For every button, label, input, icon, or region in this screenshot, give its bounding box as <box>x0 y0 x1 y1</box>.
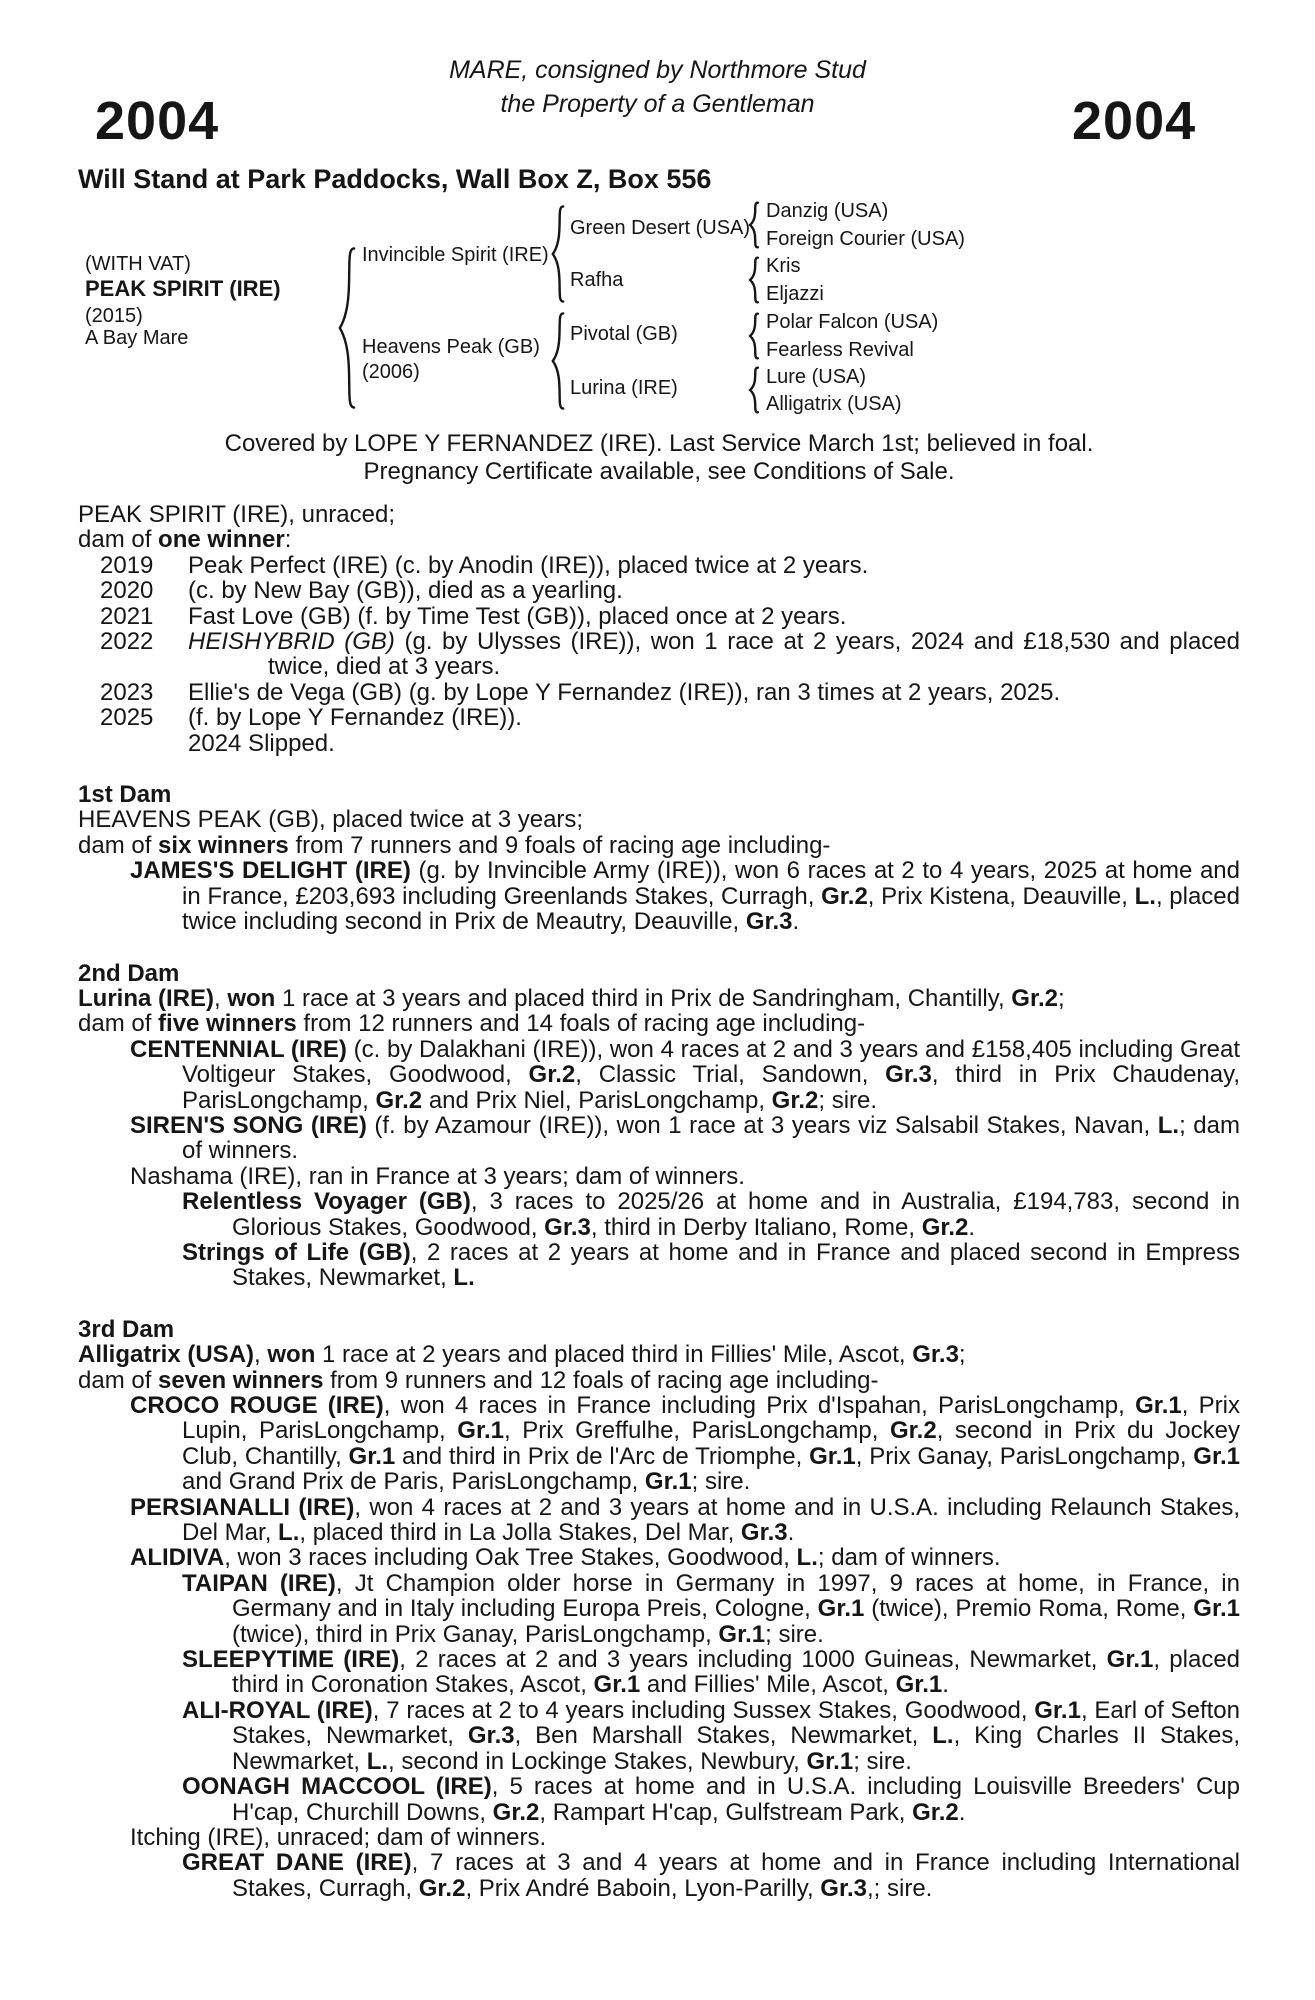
text-segment: , 3 races to 2025/26 at home and in Australia, £194,783, second in Glorious Stakes, Goodwood, <box>232 1188 1241 1241</box>
produce-record-note <box>78 731 1240 756</box>
text-segment: , 7 races at 3 and 4 years at home and in France including International Stakes, Curragh, <box>232 1849 1240 1902</box>
text-segment: Gr.2 <box>921 1213 969 1241</box>
text-segment: Lurina (IRE) <box>78 984 214 1012</box>
text-segment: five winners <box>158 1010 297 1038</box>
text-segment: Gr.1 <box>718 1620 766 1648</box>
text-segment: six winners <box>158 831 289 859</box>
text-segment: Gr.1 <box>895 1671 943 1699</box>
text-segment: L. <box>453 1264 475 1292</box>
text-segment: (f. by Azamour (IRE)), won 1 race at 3 years viz Salsabil Stakes, Navan, <box>366 1111 1158 1139</box>
dam-section <box>78 782 1240 934</box>
text-segment: and Grand Prix de Paris, ParisLongchamp, <box>182 1468 645 1496</box>
text-segment: Gr.3 <box>740 1519 788 1547</box>
text-segment: and third in Prix de l'Arc de Triomphe, <box>395 1442 810 1470</box>
text-segment: ; sire. <box>691 1468 751 1496</box>
dam-name: Heavens Peak (GB) <box>362 336 540 358</box>
pedigree-brace-sire <box>550 205 566 303</box>
dam-section-heading: 2nd Dam <box>78 959 180 987</box>
great-grandparent-name: Fearless Revival <box>766 339 914 361</box>
text-segment: , 5 races at home and in U.S.A. including Louisville Breeders' Cup H'cap, Churchill Downs, <box>232 1773 1240 1826</box>
family-horse-entry <box>78 858 1240 934</box>
text-segment: , <box>254 1341 268 1369</box>
text-segment: HEISHYBRID (GB) <box>188 628 395 656</box>
dam-section <box>78 1317 1240 1901</box>
lot-number-left: 2004 <box>95 91 220 151</box>
family-horse-subentry <box>78 1850 1240 1901</box>
text-segment: Gr.1 <box>1034 1696 1081 1724</box>
vat-note: (WITH VAT) <box>85 253 191 275</box>
great-grandparent-name: Alligatrix (USA) <box>766 393 902 415</box>
text-segment: ALI-ROYAL (IRE) <box>182 1696 373 1724</box>
text-segment: JAMES'S DELIGHT (IRE) <box>130 857 411 885</box>
produce-record-row <box>78 604 1240 629</box>
family-horse-entry <box>78 1825 1240 1850</box>
text-segment: , Prix André Baboin, Lyon-Parilly, <box>465 1874 821 1902</box>
text-segment: L. <box>1157 1111 1180 1139</box>
text-segment: CROCO ROUGE (IRE) <box>130 1392 384 1419</box>
text-segment: L. <box>366 1747 389 1775</box>
produce-record-row <box>78 705 1240 730</box>
subject-foaling-year: (2015) <box>85 305 143 327</box>
text-segment: Gr.3 <box>820 1874 867 1902</box>
catalog-paragraph <box>78 833 1240 858</box>
dam-foaling-year: (2006) <box>362 361 420 383</box>
text-segment: PERSIANALLI (IRE) <box>130 1493 355 1521</box>
text-segment: won <box>227 984 276 1012</box>
subject-description: A Bay Mare <box>85 327 189 349</box>
text-segment: and Prix Niel, ParisLongchamp, <box>422 1086 772 1114</box>
text-segment: Gr.1 <box>457 1417 504 1445</box>
text-segment: Gr.3 <box>885 1061 932 1089</box>
text-segment: , second in Lockinge Stakes, Newbury, <box>388 1747 807 1775</box>
text-segment: Gr.2 <box>821 882 868 910</box>
text-segment: , 7 races at 2 to 4 years including Sussex Stakes, Goodwood, <box>372 1696 1035 1724</box>
text-segment: , placed twice including second in Prix de Meautry, Deauville, <box>182 882 1241 936</box>
consignor-line: MARE, consigned by Northmore Stud <box>449 56 866 84</box>
text-segment: Nashama (IRE), ran in France at 3 years; dam of winners. <box>130 1162 745 1190</box>
foal-year: 2022 <box>100 628 154 656</box>
text-segment: Gr.2 <box>418 1874 466 1902</box>
text-segment: ALIDIVA <box>130 1544 225 1572</box>
text-segment: 2024 Slipped. <box>188 729 335 757</box>
text-segment: dam of <box>78 526 159 554</box>
text-segment: . <box>968 1213 976 1241</box>
text-segment: ; dam of winners. <box>817 1544 1001 1572</box>
text-segment: : <box>284 526 292 554</box>
catalog-paragraph <box>78 1368 1240 1393</box>
text-segment: dam of <box>78 831 159 859</box>
great-grandparent-name: Kris <box>766 255 801 277</box>
text-segment: won <box>267 1341 316 1369</box>
dam-section <box>78 961 1240 1291</box>
text-segment: Itching (IRE), unraced; dam of winners. <box>130 1823 547 1851</box>
foal-year: 2025 <box>100 704 154 732</box>
covering-details <box>78 430 1240 485</box>
pedigree-brace-gp2 <box>748 257 760 303</box>
family-horse-subentry <box>78 1240 1240 1291</box>
text-segment: SLEEPYTIME (IRE) <box>182 1646 400 1674</box>
covered-line: Covered by LOPE Y FERNANDEZ (IRE). Last Service March 1st; believed in foal. <box>224 430 1094 457</box>
text-segment: Gr.1 <box>806 1747 854 1775</box>
subject-horse-name: PEAK SPIRIT (IRE) <box>85 276 281 301</box>
text-segment: OONAGH MACCOOL (IRE) <box>182 1773 492 1801</box>
produce-record-row <box>78 680 1240 705</box>
text-segment: (g. by Invincible Army (IRE)), won 6 races at 2 to 4 years, 2025 at home and in France, £203,693 including Greenlands Stakes, Curragh, <box>182 857 1240 910</box>
text-segment: GREAT DANE (IRE) <box>182 1849 412 1877</box>
text-segment: ; <box>1058 984 1065 1012</box>
text-segment: 1 race at 3 years and placed third in Prix de Sandringham, Chantilly, <box>275 984 1012 1012</box>
produce-record-row <box>78 553 1240 578</box>
text-segment: Gr.3 <box>912 1341 959 1369</box>
text-segment: , King Charles II Stakes, Newmarket, <box>232 1722 1241 1775</box>
text-segment: . <box>942 1671 949 1699</box>
stand-location-line: Will Stand at Park Paddocks, Wall Box Z, Box 556 <box>78 164 712 194</box>
text-segment: (twice), third in Prix Ganay, ParisLongchamp, <box>232 1620 719 1648</box>
text-segment: , third in Prix Chaudenay, ParisLongchamp, <box>182 1061 1241 1114</box>
text-segment: , placed third in Coronation Stakes, Ascot, <box>232 1646 1241 1699</box>
text-segment: , Prix Greffulhe, ParisLongchamp, <box>504 1417 890 1445</box>
text-segment: Gr.3 <box>544 1213 591 1241</box>
text-segment: L. <box>1134 882 1156 910</box>
family-horse-subentry <box>78 1774 1240 1825</box>
text-segment: (c. by New Bay (GB)), died as a yearling. <box>188 577 623 605</box>
text-segment: , won 3 races including Oak Tree Stakes, Goodwood, <box>224 1544 797 1572</box>
granddam-name: Rafha <box>570 269 624 291</box>
text-segment: , Ben Marshall Stakes, Newmarket, <box>514 1722 933 1750</box>
text-segment: Gr.2 <box>912 1798 959 1826</box>
text-segment: , Prix Ganay, ParisLongchamp, <box>855 1442 1194 1470</box>
text-segment: Gr.1 <box>644 1468 692 1496</box>
text-segment: (twice), Premio Roma, Rome, <box>864 1595 1194 1623</box>
dam-section-heading: 1st Dam <box>78 781 172 809</box>
text-segment: Gr.1 <box>593 1671 641 1699</box>
catalog-sections <box>78 502 1240 1901</box>
text-segment: L. <box>278 1519 300 1547</box>
text-segment: from 7 runners and 9 foals of racing age including- <box>288 831 831 859</box>
grandsire-name: Pivotal (GB) <box>570 323 678 345</box>
text-segment: ,; sire. <box>867 1874 933 1902</box>
pedigree-table <box>0 0 1315 430</box>
text-segment: PEAK SPIRIT (IRE), unraced; <box>78 501 396 528</box>
text-segment: Gr.2 <box>771 1086 819 1114</box>
pedigree-brace-gp3 <box>748 313 760 359</box>
text-segment: ; <box>958 1341 966 1369</box>
text-segment: one winner <box>158 526 285 554</box>
text-segment: . <box>792 908 800 936</box>
text-segment: Alligatrix (USA) <box>78 1341 255 1369</box>
sire-name: Invincible Spirit (IRE) <box>362 244 549 266</box>
text-segment: , Earl of Sefton Stakes, Newmarket, <box>232 1696 1240 1750</box>
catalog-paragraph <box>78 527 1240 552</box>
foal-year: 2020 <box>100 577 154 605</box>
property-line: the Property of a Gentleman <box>500 90 815 118</box>
text-segment: ; sire. <box>818 1086 878 1114</box>
text-segment: Gr.2 <box>375 1086 423 1114</box>
text-segment: . <box>787 1519 795 1547</box>
text-segment: , Prix Lupin, ParisLongchamp, <box>182 1392 1240 1445</box>
text-segment: seven winners <box>158 1366 324 1394</box>
pedigree-brace-main <box>336 246 358 410</box>
text-segment: Gr.1 <box>817 1595 865 1623</box>
text-segment: Strings of Life (GB) <box>182 1238 411 1266</box>
catalog-paragraph <box>78 986 1240 1011</box>
text-segment: (f. by Lope Y Fernandez (IRE)). <box>188 704 522 732</box>
text-segment: dam of <box>78 1366 159 1394</box>
family-horse-entry <box>78 1037 1240 1113</box>
text-segment: , won 4 races in France including Prix d'Ispahan, ParisLongchamp, <box>383 1392 1136 1419</box>
text-segment: , Jt Champion older horse in Germany in 1997, 9 races at home, in France, in Germany and in Italy including Europa Preis, Cologne, <box>232 1569 1240 1623</box>
pregnancy-certificate-line: Pregnancy Certificate available, see Conditions of Sale. <box>363 457 955 485</box>
great-grandparent-name: Danzig (USA) <box>766 200 889 222</box>
text-segment: Gr.2 <box>528 1061 576 1089</box>
text-segment: SIREN'S SONG (IRE) <box>130 1111 367 1139</box>
text-segment: from 9 runners and 12 foals of racing age including- <box>323 1366 879 1394</box>
family-horse-entry <box>78 1495 1240 1546</box>
text-segment: Relentless Voyager (GB) <box>182 1188 471 1216</box>
foal-year: 2019 <box>100 551 154 579</box>
grandsire-name: Green Desert (USA) <box>570 217 751 239</box>
dam-section-heading: 3rd Dam <box>78 1315 175 1343</box>
great-grandparent-name: Lure (USA) <box>766 366 867 388</box>
text-segment: , placed third in La Jolla Stakes, Del Mar, <box>299 1519 741 1547</box>
family-horse-entry <box>78 1113 1240 1164</box>
family-horse-subentry <box>78 1647 1240 1698</box>
text-segment: L. <box>932 1722 954 1750</box>
text-segment: Fast Love (GB) (f. by Time Test (GB)), placed once at 2 years. <box>188 602 847 630</box>
great-grandparent-name: Foreign Courier (USA) <box>766 228 965 250</box>
text-segment: Gr.1 <box>1106 1646 1154 1674</box>
text-segment: HEAVENS PEAK (GB), placed twice at 3 years; <box>78 806 584 834</box>
text-segment: , Classic Trial, Sandown, <box>575 1061 886 1089</box>
text-segment: ; dam of winners. <box>182 1111 1240 1165</box>
text-segment: ; sire. <box>853 1747 912 1775</box>
text-segment: Gr.1 <box>348 1442 396 1470</box>
text-segment: Peak Perfect (IRE) (c. by Anodin (IRE)), placed twice at 2 years. <box>188 551 869 579</box>
text-segment: Gr.3 <box>467 1722 515 1750</box>
text-segment: L. <box>796 1544 818 1572</box>
text-segment: Gr.2 <box>890 1417 937 1445</box>
family-horse-subentry <box>78 1189 1240 1240</box>
lot-number-right: 2004 <box>1072 91 1197 151</box>
text-segment: (g. by Ulysses (IRE)), won 1 race at 2 years, 2024 and £18,530 and placed twice, died at 3 years. <box>268 628 1240 681</box>
pedigree-brace-gp4 <box>748 367 760 413</box>
family-horse-entry <box>78 1164 1240 1189</box>
pedigree-brace-dam <box>550 312 566 410</box>
text-segment: Gr.1 <box>809 1442 856 1470</box>
great-grandparent-name: Polar Falcon (USA) <box>766 311 939 333</box>
foal-year: 2021 <box>100 602 154 630</box>
text-segment: , Prix Kistena, Deauville, <box>867 882 1135 910</box>
text-segment: from 12 runners and 14 foals of racing age including- <box>296 1010 866 1038</box>
text-segment: (c. by Dalakhani (IRE)), won 4 races at 2 and 3 years and £158,405 including Great Voltigeur Stakes, Goodwood, <box>182 1035 1240 1089</box>
text-segment: CENTENNIAL (IRE) <box>130 1035 347 1063</box>
text-segment: , second in Prix du Jockey Club, Chantilly, <box>182 1417 1240 1470</box>
text-segment: Gr.3 <box>745 908 793 936</box>
text-segment: , Rampart H'cap, Gulfstream Park, <box>539 1798 913 1826</box>
text-segment: , won 4 races at 2 and 3 years at home and in U.S.A. including Relaunch Stakes, Del Mar, <box>182 1493 1240 1547</box>
text-segment: Ellie's de Vega (GB) (g. by Lope Y Fernandez (IRE)), ran 3 times at 2 years, 2025. <box>188 678 1061 706</box>
catalog-paragraph <box>78 1011 1240 1036</box>
text-segment: ; sire. <box>765 1620 824 1648</box>
family-horse-subentry <box>78 1571 1240 1647</box>
family-horse-entry <box>78 1545 1240 1570</box>
text-segment: Gr.1 <box>1135 1392 1182 1419</box>
text-segment: Gr.2 <box>1011 984 1058 1012</box>
catalog-paragraph <box>78 807 1240 832</box>
dam-section <box>78 502 1240 756</box>
text-segment: 1 race at 2 years and placed third in Fillies' Mile, Ascot, <box>315 1341 913 1369</box>
granddam-name: Lurina (IRE) <box>570 377 678 399</box>
catalog-paragraph <box>78 1342 1240 1367</box>
produce-record-row <box>78 629 1240 680</box>
family-horse-entry <box>78 1393 1240 1495</box>
text-segment: and Fillies' Mile, Ascot, <box>640 1671 896 1699</box>
text-segment: , <box>214 984 228 1012</box>
text-segment: TAIPAN (IRE) <box>182 1569 336 1597</box>
catalog-paragraph <box>78 502 1240 527</box>
text-segment: , third in Derby Italiano, Rome, <box>590 1213 922 1241</box>
foal-year: 2023 <box>100 678 154 706</box>
text-segment: Gr.1 <box>1193 1595 1240 1623</box>
text-segment: Gr.1 <box>1193 1442 1240 1470</box>
text-segment: dam of <box>78 1010 159 1038</box>
text-segment: , 2 races at 2 and 3 years including 1000 Guineas, Newmarket, <box>399 1646 1107 1674</box>
text-segment: , 2 races at 2 years at home and in France and placed second in Empress Stakes, Newmarket, <box>232 1238 1241 1292</box>
family-horse-subentry <box>78 1698 1240 1774</box>
great-grandparent-name: Eljazzi <box>766 283 824 305</box>
text-segment: . <box>958 1798 966 1826</box>
produce-record-row <box>78 578 1240 603</box>
text-segment: Gr.2 <box>492 1798 540 1826</box>
